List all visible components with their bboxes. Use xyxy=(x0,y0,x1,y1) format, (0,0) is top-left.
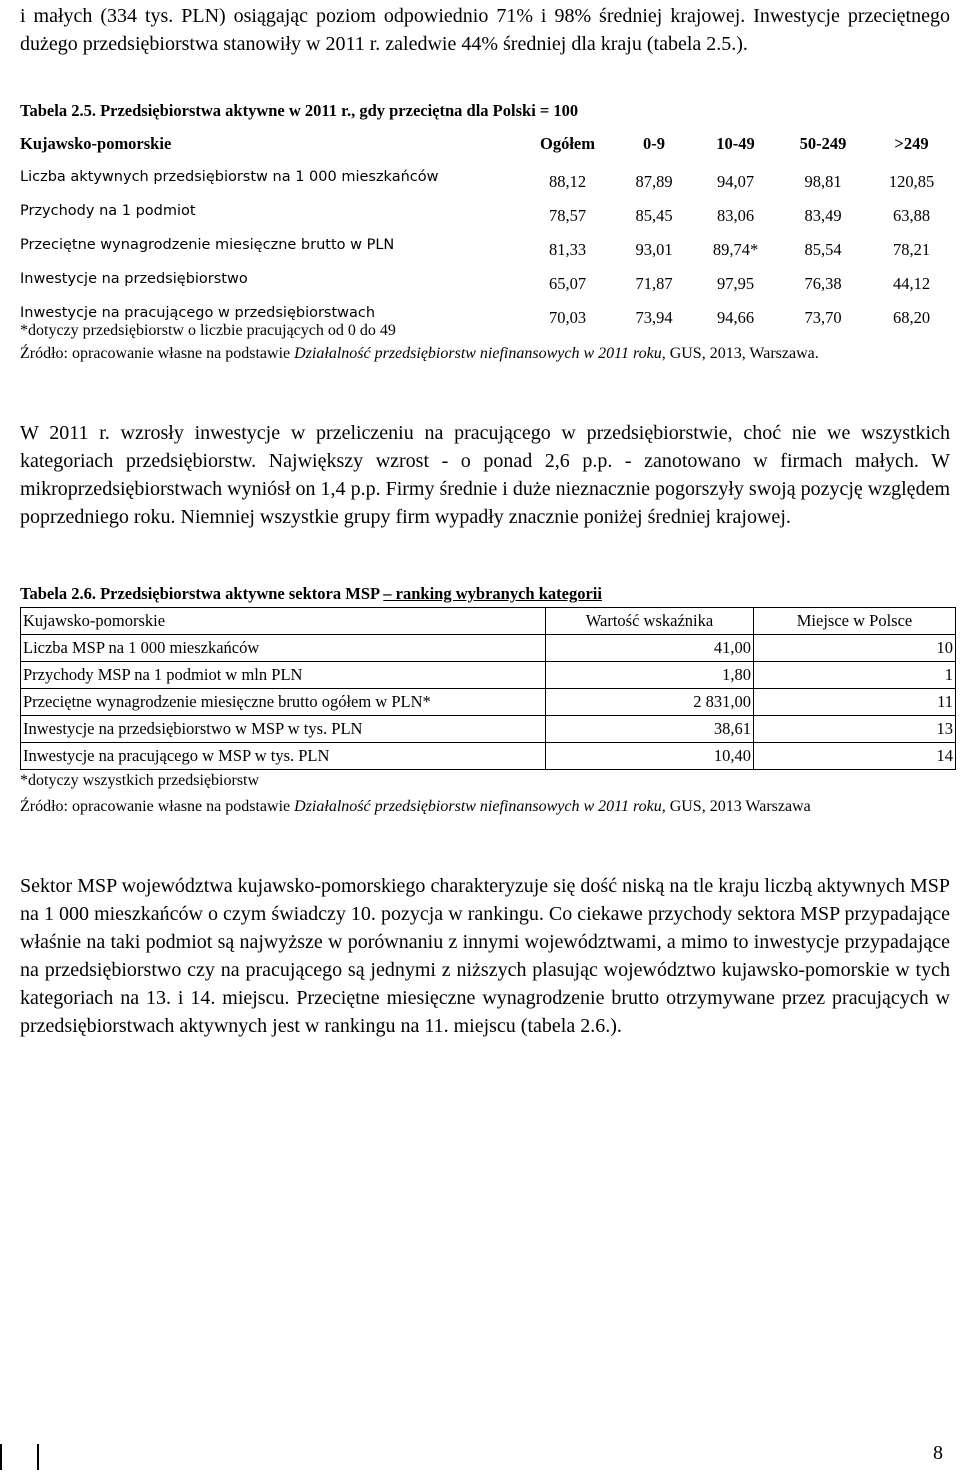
table1-header-region: Kujawsko-pomorskie xyxy=(20,134,172,153)
cell-value: 10,40 xyxy=(546,743,754,770)
table-row xyxy=(21,743,956,770)
source-title: Działalność przedsiębiorstw niefinansowych w 2011 roku xyxy=(294,345,662,362)
table1-header-249: >249 xyxy=(894,134,929,153)
table1-header-50-249: 50-249 xyxy=(799,134,847,153)
table2-header-row xyxy=(21,608,956,635)
cell-value: 73,70 xyxy=(804,308,842,327)
page-number: 8 xyxy=(933,1442,943,1464)
cell-value: 83,06 xyxy=(716,206,755,225)
row-label: Przeciętne wynagrodzenie miesięczne brutto w PLN xyxy=(20,237,395,253)
table1-caption: Tabela 2.5. Przedsiębiorstwa aktywne w 2011 r., gdy przeciętna dla Polski = 100 xyxy=(20,101,579,120)
table-row xyxy=(20,262,955,296)
source-suffix: , GUS, 2013, Warszawa. xyxy=(661,345,819,362)
table2-source xyxy=(20,796,952,818)
cell-value: 83,49 xyxy=(804,206,842,225)
cell-value: 38,61 xyxy=(546,716,754,743)
cell-value: 44,12 xyxy=(892,274,931,293)
table1-header-0-9: 0-9 xyxy=(643,134,665,153)
cell-value: 73,94 xyxy=(635,308,673,327)
table1-footnote: *dotyczy przedsiębiorstw o liczbie pracujących od 0 do 49 xyxy=(20,322,396,339)
table1-header-10-49: 10-49 xyxy=(716,134,755,153)
cell-rank: 14 xyxy=(754,743,956,770)
cell-value: 98,81 xyxy=(804,172,842,191)
table-row xyxy=(21,662,956,689)
table1-header-total: Ogółem xyxy=(540,134,595,153)
source-prefix: Źródło: opracowanie własne na podstawie xyxy=(20,345,295,362)
cell-value: 120,85 xyxy=(888,172,935,191)
cell-value: 85,45 xyxy=(635,206,673,225)
source-prefix: Źródło: opracowanie własne na podstawie xyxy=(20,798,295,815)
cell-rank: 10 xyxy=(754,635,956,662)
row-label: Inwestycje na pracującego w przedsiębiorstwach xyxy=(20,305,376,321)
cell-rank: 13 xyxy=(754,716,956,743)
cell-value: 63,88 xyxy=(892,206,931,225)
cell-value: 68,20 xyxy=(892,308,931,327)
caption-prefix: Tabela 2.6. Przedsiębiorstwa aktywne sektora MSP xyxy=(20,584,384,603)
source-title: Działalność przedsiębiorstw niefinansowych w 2011 roku xyxy=(294,798,662,815)
cell-value: 78,21 xyxy=(892,240,931,259)
row-label: Przychody MSP na 1 podmiot w mln PLN xyxy=(21,662,546,689)
table2-header-rank: Miejsce w Polsce xyxy=(754,608,956,635)
table-row xyxy=(21,689,956,716)
source-suffix: , GUS, 2013 Warszawa xyxy=(661,798,811,815)
row-label: Przychody na 1 podmiot xyxy=(20,203,196,219)
cell-value: 81,33 xyxy=(548,240,587,259)
margin-mark-left xyxy=(0,1444,2,1470)
table2-footnote: *dotyczy wszystkich przedsiębiorstw xyxy=(20,772,260,789)
row-label: Liczba aktywnych przedsiębiorstw na 1 000 mieszkańców xyxy=(20,169,439,185)
row-label: Przeciętne wynagrodzenie miesięczne brutto ogółem w PLN* xyxy=(21,689,546,716)
cell-value: 70,03 xyxy=(548,308,587,327)
table-row xyxy=(21,635,956,662)
row-label: Inwestycje na przedsiębiorstwo xyxy=(20,271,248,287)
cell-rank: 1 xyxy=(754,662,956,689)
caption-underlined: – ranking wybranych kategorii xyxy=(383,584,602,603)
cell-value: 76,38 xyxy=(804,274,842,293)
table1-header-row xyxy=(20,128,955,160)
row-label: Inwestycje na pracującego w MSP w tys. PLN xyxy=(21,743,546,770)
table2-caption xyxy=(20,584,602,604)
cell-value: 1,80 xyxy=(546,662,754,689)
cell-value: 88,12 xyxy=(548,172,587,191)
table1-source xyxy=(20,343,952,365)
cell-value: 41,00 xyxy=(546,635,754,662)
table-row xyxy=(20,160,955,194)
cell-value: 78,57 xyxy=(548,206,587,225)
table-row xyxy=(20,194,955,228)
table2-header-region: Kujawsko-pomorskie xyxy=(21,608,546,635)
margin-mark-right xyxy=(37,1444,39,1470)
row-label: Inwestycje na przedsiębiorstwo w MSP w tys. PLN xyxy=(21,716,546,743)
cell-value: 2 831,00 xyxy=(546,689,754,716)
paragraph-2: W 2011 r. wzrosły inwestycje w przeliczeniu na pracującego w przedsiębiorstwie, choć nie we wszystkich kategoriach przedsiębiorstw. Największy wzrost - o ponad 2,6 p.p. - zanotowano w firmach małych. W mikroprzedsiębiorstwach wyniósł on 1,4 p.p. Firmy średnie i duże nieznacznie pogorszyły swoją pozycję względem poprzedniego roku. Niemniej wszystkie grupy firm wypadły znacznie poniżej średniej krajowej. xyxy=(20,422,950,528)
cell-value: 93,01 xyxy=(635,240,673,259)
cell-value: 89,74* xyxy=(712,240,759,259)
cell-value: 87,89 xyxy=(635,172,673,191)
table-row xyxy=(21,716,956,743)
table1 xyxy=(20,128,955,330)
cell-value: 85,54 xyxy=(804,240,842,259)
cell-value: 65,07 xyxy=(548,274,587,293)
cell-value: 71,87 xyxy=(635,274,673,293)
table2-header-value: Wartość wskaźnika xyxy=(546,608,754,635)
cell-value: 94,66 xyxy=(716,308,755,327)
paragraph-3: Sektor MSP województwa kujawsko-pomorskiego charakteryzuje się dość niską na tle kraju liczbą aktywnych MSP na 1 000 mieszkańców o czym świadczy 10. pozycja w rankingu. Co ciekawe przychody sektora MSP przypadające właśnie na taki podmiot są najwyższe w porównaniu z innymi województwami, a mimo to inwestycje przypadające na przedsiębiorstwo czy na pracującego są jednymi z niższych plasując województwo kujawsko-pomorskie w tych kategoriach na 13. i 14. miejscu. Przeciętne miesięczne wynagrodzenie brutto otrzymywane przez pracujących w przedsiębiorstwach aktywnych jest w rankingu na 11. miejscu (tabela 2.6.). xyxy=(20,875,950,1037)
table-row xyxy=(20,228,955,262)
cell-rank: 11 xyxy=(754,689,956,716)
row-label: Liczba MSP na 1 000 mieszkańców xyxy=(21,635,546,662)
table2 xyxy=(20,607,956,770)
intro-paragraph: i małych (334 tys. PLN) osiągając poziom odpowiednio 71% i 98% średniej krajowej. Inwestycje przeciętnego dużego przedsiębiorstwa stanowiły w 2011 r. zaledwie 44% średniej dla kraju (tabela 2.5.). xyxy=(20,5,950,55)
cell-value: 97,95 xyxy=(716,274,755,293)
cell-value: 94,07 xyxy=(716,172,755,191)
